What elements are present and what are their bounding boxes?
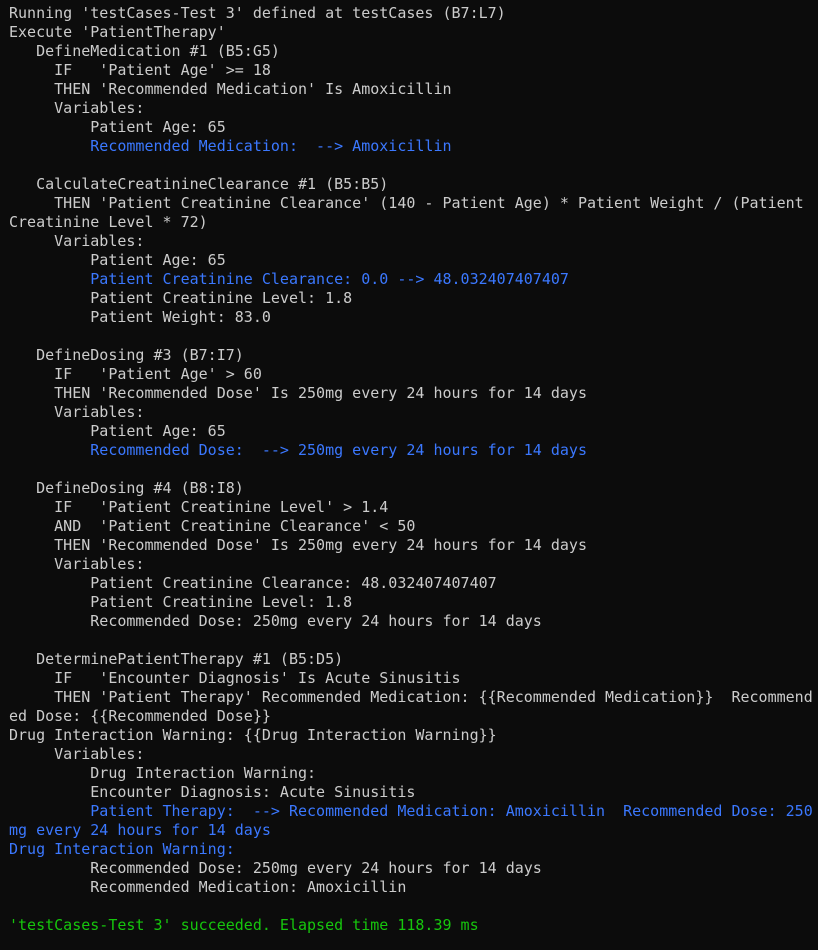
terminal-line: DefineMedication #1 (B5:G5)	[9, 42, 280, 60]
result-status-line: 'testCases-Test 3' succeeded. Elapsed time 118.39 ms	[9, 916, 479, 934]
terminal-line: Running 'testCases-Test 3' defined at testCases (B7:L7)	[9, 4, 506, 22]
terminal-line: Drug Interaction Warning:	[9, 764, 317, 782]
terminal-line	[9, 631, 818, 650]
terminal-line: ed Dose: {{Recommended Dose}}	[9, 707, 271, 725]
terminal-line: Patient Creatinine Level: 1.8	[9, 289, 353, 307]
terminal-line: Recommended Medication: --> Amoxicillin	[9, 137, 452, 155]
terminal-line: mg every 24 hours for 14 days	[9, 821, 271, 839]
terminal-line: DeterminePatientTherapy #1 (B5:D5)	[9, 650, 344, 668]
terminal-line: Patient Therapy: --> Recommended Medication: Amoxicillin Recommended Dose: 250	[9, 802, 813, 820]
terminal-line: AND 'Patient Creatinine Clearance' < 50	[9, 517, 416, 535]
terminal-line: Patient Age: 65	[9, 118, 226, 136]
terminal-line: Execute 'PatientTherapy'	[9, 23, 226, 41]
terminal-line: THEN 'Recommended Medication' Is Amoxicillin	[9, 80, 452, 98]
terminal-line: IF 'Encounter Diagnosis' Is Acute Sinusitis	[9, 669, 461, 687]
terminal-line: Variables:	[9, 99, 145, 117]
terminal-line: Recommended Medication: Amoxicillin	[9, 878, 407, 896]
terminal-line: IF 'Patient Age' >= 18	[9, 61, 271, 79]
terminal-line: DefineDosing #3 (B7:I7)	[9, 346, 244, 364]
terminal-line: IF 'Patient Age' > 60	[9, 365, 262, 383]
terminal-line	[9, 156, 818, 175]
terminal-line: THEN 'Recommended Dose' Is 250mg every 24 hours for 14 days	[9, 384, 587, 402]
terminal-line: Drug Interaction Warning: {{Drug Interaction Warning}}	[9, 726, 497, 744]
terminal-line: Patient Age: 65	[9, 422, 226, 440]
terminal-line: Recommended Dose: 250mg every 24 hours for 14 days	[9, 612, 542, 630]
terminal-line: Variables:	[9, 555, 145, 573]
terminal-line: THEN 'Patient Creatinine Clearance' (140 - Patient Age) * Patient Weight / (Patient	[9, 194, 804, 212]
terminal-line: Drug Interaction Warning:	[9, 840, 235, 858]
terminal-line: Variables:	[9, 403, 145, 421]
terminal-line	[9, 460, 818, 479]
terminal-line: IF 'Patient Creatinine Level' > 1.4	[9, 498, 389, 516]
terminal-line	[9, 897, 818, 916]
terminal-line: THEN 'Patient Therapy' Recommended Medication: {{Recommended Medication}} Recommend	[9, 688, 813, 706]
terminal-line: Patient Age: 65	[9, 251, 226, 269]
terminal-line: Recommended Dose: 250mg every 24 hours for 14 days	[9, 859, 542, 877]
terminal-line: DefineDosing #4 (B8:I8)	[9, 479, 244, 497]
terminal-line	[9, 327, 818, 346]
terminal-line: Variables:	[9, 232, 145, 250]
terminal-line: Creatinine Level * 72)	[9, 213, 208, 231]
terminal-line: Recommended Dose: --> 250mg every 24 hours for 14 days	[9, 441, 587, 459]
terminal-line: Patient Creatinine Level: 1.8	[9, 593, 353, 611]
terminal-line: Encounter Diagnosis: Acute Sinusitis	[9, 783, 416, 801]
terminal-line: Patient Creatinine Clearance: 0.0 --> 48.032407407407	[9, 270, 569, 288]
terminal-line: Variables:	[9, 745, 145, 763]
terminal-line: THEN 'Recommended Dose' Is 250mg every 24 hours for 14 days	[9, 536, 587, 554]
terminal-line: CalculateCreatinineClearance #1 (B5:B5)	[9, 175, 389, 193]
terminal-line: Patient Weight: 83.0	[9, 308, 271, 326]
terminal-line: Patient Creatinine Clearance: 48.032407407407	[9, 574, 497, 592]
